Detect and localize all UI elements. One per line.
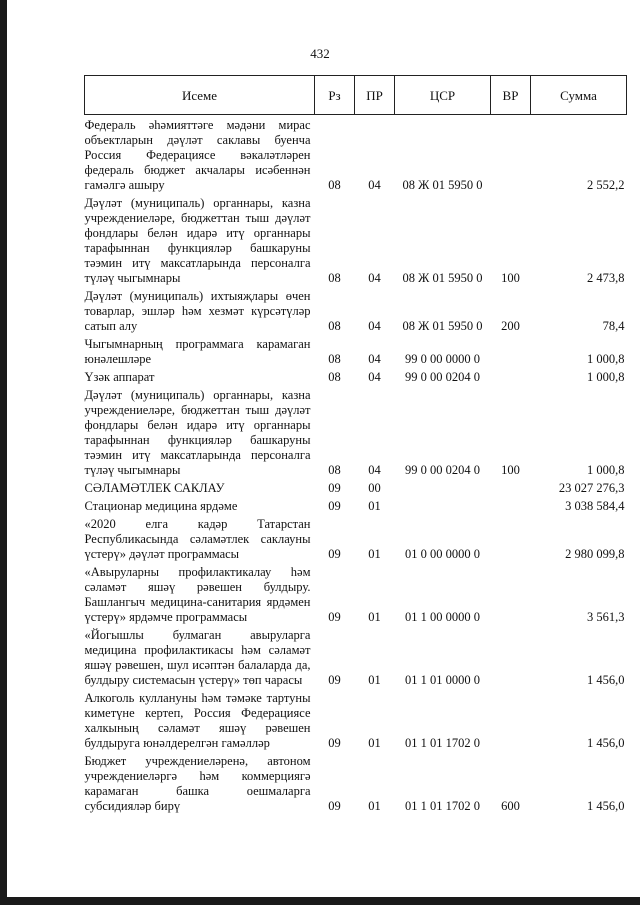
row-sum: 1 456,0 — [587, 799, 625, 813]
row-csr: 99 0 00 0204 0 — [405, 370, 480, 384]
row-vr: 600 — [501, 799, 520, 813]
row-name: Дәүләт (муниципаль) органнары, казна учреждениеләре, бюджеттан тыш дәүләт фондлары белән идарә итү органнары тарафыннан функцияләр башкаруны тәэмин итү максатларында персоналга түләү чыгымнары — [84, 196, 311, 285]
table-row — [85, 751, 627, 814]
row-sum: 2 980 099,8 — [565, 547, 625, 561]
header-pr: ПР — [355, 76, 395, 115]
row-name: Алкоголь куллануны һәм тәмәке тартуны киметүне кертеп, Россия Федерациясе халкының сәламәт яшәү рәвешен булдыруга юнәлдерелгән гамәлләр — [84, 691, 311, 750]
row-sum: 1 456,0 — [587, 736, 625, 750]
row-csr — [395, 478, 491, 496]
row-sum: 3 038 584,4 — [565, 499, 625, 513]
row-name: Чыгымнарның программага карамаган юнәлешләре — [84, 337, 311, 366]
header-vr: ВР — [491, 76, 531, 115]
row-csr: 08 Ж 01 5950 0 — [402, 271, 483, 285]
row-rz: 09 — [328, 610, 341, 624]
scan-left-edge — [0, 0, 7, 905]
row-sum: 1 000,8 — [587, 352, 625, 366]
row-pr: 01 — [368, 736, 381, 750]
row-pr: 04 — [368, 178, 381, 192]
row-pr: 01 — [368, 610, 381, 624]
row-sum: 23 027 276,3 — [558, 481, 625, 495]
row-vr — [491, 562, 531, 625]
table-row — [85, 478, 627, 496]
header-name: Исеме — [85, 76, 315, 115]
row-pr: 04 — [368, 319, 381, 333]
row-csr: 01 1 01 1702 0 — [405, 799, 480, 813]
header-sum: Сумма — [531, 76, 627, 115]
header-rz: Рз — [315, 76, 355, 115]
row-sum: 2 552,2 — [587, 178, 625, 192]
row-pr: 00 — [368, 481, 381, 495]
table-body — [85, 115, 627, 815]
row-csr: 99 0 00 0000 0 — [405, 352, 480, 366]
row-name: Үзәк аппарат — [84, 370, 155, 384]
table-row — [85, 688, 627, 751]
row-pr: 01 — [368, 499, 381, 513]
row-rz: 08 — [328, 319, 341, 333]
row-name: Федераль әһәмияттәге мәдәни мирас объектларын дәүләт саклавы буенча Россия Федерациясе вәкаләтләрен федераль бюджет акчалары исәбеннән гамәлгә ашыру — [84, 118, 311, 192]
row-sum: 2 473,8 — [587, 271, 625, 285]
row-pr: 04 — [368, 370, 381, 384]
row-name: «Авыруларны профилактикалау һәм сәламәт яшәү рәвешен булдыру. Башлангыч медицина-санитария ярдәмен үстерү» ярдәмче программасы — [84, 565, 311, 624]
row-rz: 08 — [328, 463, 341, 477]
row-csr — [395, 496, 491, 514]
row-name: «2020 елга кадәр Татарстан Республикасында сәламәтлек саклауны үстерү» дәүләт программасы — [84, 517, 311, 561]
row-sum: 1 456,0 — [587, 673, 625, 687]
row-rz: 08 — [328, 370, 341, 384]
row-vr — [491, 478, 531, 496]
row-csr: 01 1 00 0000 0 — [405, 610, 480, 624]
row-sum: 1 000,8 — [587, 463, 625, 477]
row-vr — [491, 625, 531, 688]
table-row — [85, 496, 627, 514]
table-row — [85, 367, 627, 385]
table-row — [85, 625, 627, 688]
row-rz: 09 — [328, 481, 341, 495]
budget-table — [84, 75, 627, 814]
row-name: Бюджет учреждениеләренә, автоном учреждениеләргә һәм коммерциягә карамаган башка оешмаларга субсидияләр бирү — [84, 754, 311, 813]
row-name: Дәүләт (муниципаль) органнары, казна учреждениеләре, бюджеттан тыш дәүләт фондлары белән идарә итү органнары тарафыннан функцияләр башкаруны тәэмин итү максатларында персоналга түләү чыгымнары — [84, 388, 311, 477]
row-name: «Йогышлы булмаган авыруларга медицина профилактикасы һәм сәламәт яшәү рәвешен, шул исәптән балаларда да, булдыру системасын үстерү» төп чарасы — [84, 628, 311, 687]
row-rz: 08 — [328, 271, 341, 285]
table-row — [85, 334, 627, 367]
row-sum: 78,4 — [602, 319, 625, 333]
row-sum: 1 000,8 — [587, 370, 625, 384]
row-rz: 09 — [328, 547, 341, 561]
row-pr: 01 — [368, 673, 381, 687]
row-csr: 99 0 00 0204 0 — [405, 463, 480, 477]
row-csr: 01 1 01 0000 0 — [405, 673, 480, 687]
row-sum: 3 561,3 — [587, 610, 625, 624]
row-rz: 08 — [328, 352, 341, 366]
table-row — [85, 514, 627, 562]
table-row — [85, 286, 627, 334]
row-vr — [491, 514, 531, 562]
row-name: Стационар медицина ярдәме — [84, 499, 238, 513]
row-vr: 200 — [501, 319, 520, 333]
row-pr: 04 — [368, 271, 381, 285]
row-rz: 08 — [328, 178, 341, 192]
page-number: 432 — [310, 46, 330, 61]
row-pr: 04 — [368, 352, 381, 366]
table-row — [85, 562, 627, 625]
row-rz: 09 — [328, 736, 341, 750]
row-csr: 01 1 01 1702 0 — [405, 736, 480, 750]
row-pr: 01 — [368, 547, 381, 561]
row-vr: 100 — [501, 463, 520, 477]
row-vr — [491, 496, 531, 514]
table-row — [85, 385, 627, 478]
row-vr: 100 — [501, 271, 520, 285]
scan-bottom-edge — [0, 897, 640, 905]
row-rz: 09 — [328, 499, 341, 513]
row-vr — [491, 115, 531, 194]
row-pr: 01 — [368, 799, 381, 813]
table-row — [85, 193, 627, 286]
row-vr — [491, 367, 531, 385]
table-row — [85, 115, 627, 194]
row-name: СӘЛАМӘТЛЕК САКЛАУ — [84, 481, 225, 495]
budget-table-container — [84, 75, 626, 814]
table-header — [85, 76, 627, 115]
row-vr — [491, 688, 531, 751]
row-csr: 01 0 00 0000 0 — [405, 547, 480, 561]
row-vr — [491, 334, 531, 367]
row-pr: 04 — [368, 463, 381, 477]
row-rz: 09 — [328, 799, 341, 813]
row-rz: 09 — [328, 673, 341, 687]
header-csr: ЦСР — [395, 76, 491, 115]
row-name: Дәүләт (муниципаль) ихтыяҗлары өчен товарлар, эшләр һәм хезмәт күрсәтүләр сатып алу — [84, 289, 311, 333]
row-csr: 08 Ж 01 5950 0 — [402, 319, 483, 333]
row-csr: 08 Ж 01 5950 0 — [402, 178, 483, 192]
